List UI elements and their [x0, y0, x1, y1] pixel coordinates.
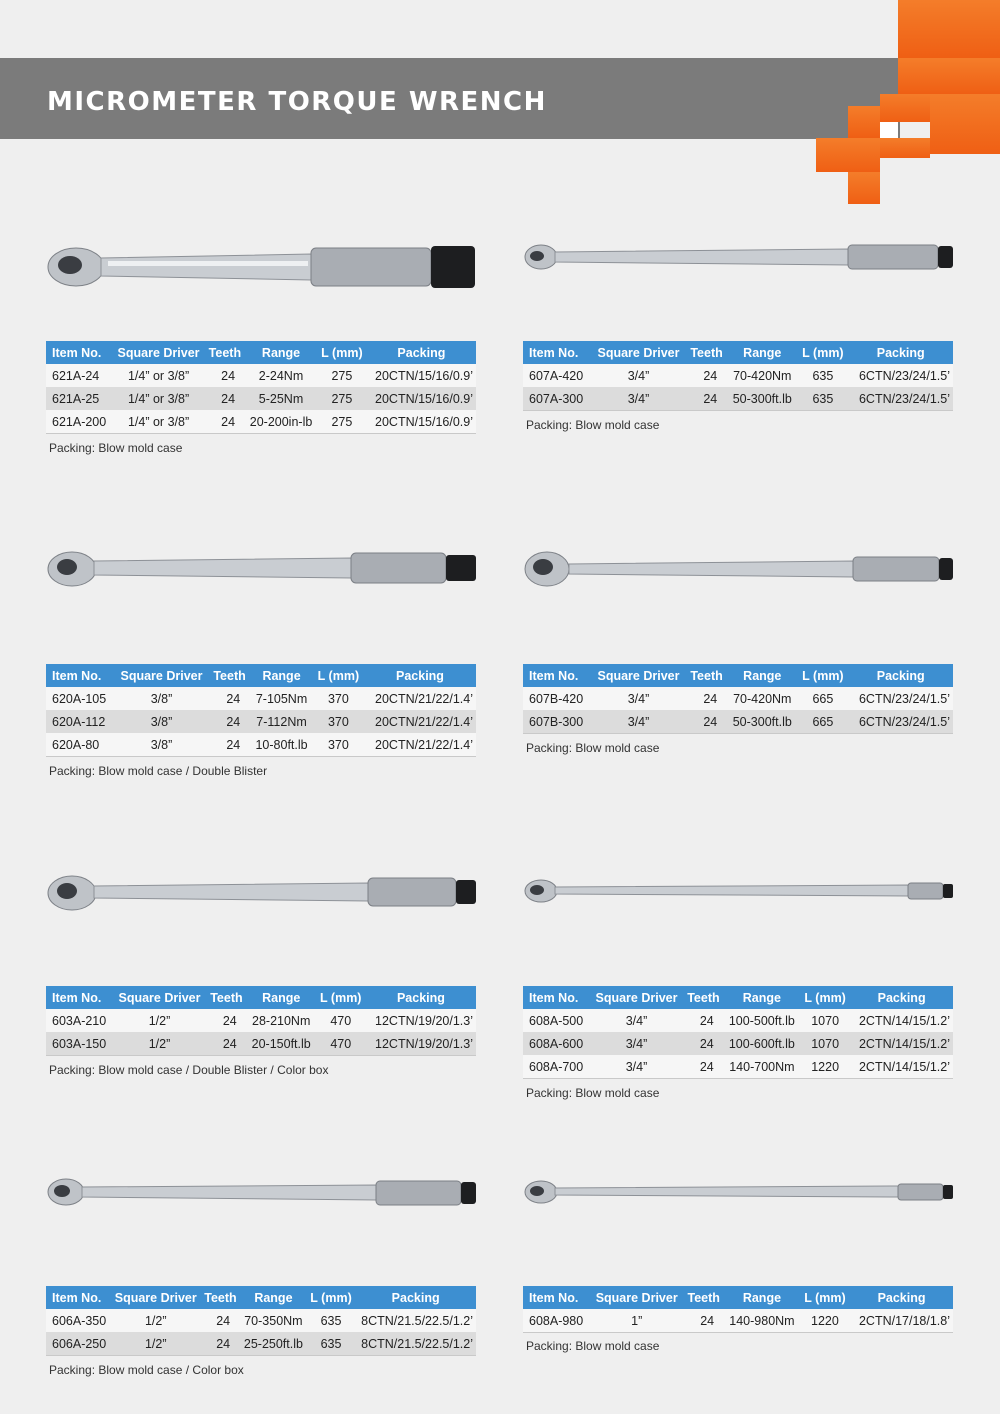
torque-wrench-image: [46, 865, 476, 925]
page-title: MICROMETER TORQUE WRENCH: [47, 87, 547, 117]
col-square-driver: Square Driver: [114, 664, 209, 687]
length-cell: 275: [317, 364, 367, 387]
square-driver-cell: 3/8”: [114, 687, 209, 710]
teeth-cell: 24: [683, 1055, 724, 1079]
range-cell: 50-300ft.lb: [727, 710, 797, 734]
col-length: L (mm): [800, 1286, 850, 1309]
square-driver-cell: 3/4”: [590, 1009, 683, 1032]
spec-table: [523, 341, 953, 411]
square-driver-cell: 1/2”: [111, 1309, 201, 1332]
packing-cell: 2CTN/14/15/1.2’: [850, 1055, 953, 1079]
item-no-cell: 621A-200: [46, 410, 112, 434]
packing-cell: 2CTN/14/15/1.2’: [850, 1009, 953, 1032]
packing-cell: 6CTN/23/24/1.5’: [848, 364, 953, 387]
col-packing: Packing: [850, 986, 953, 1009]
table-row: [523, 387, 953, 411]
spec-table: [46, 986, 476, 1056]
item-no-cell: 621A-24: [46, 364, 112, 387]
table-row: [46, 710, 476, 733]
packing-cell: 20CTN/15/16/0.9’: [367, 387, 476, 410]
col-length: L (mm): [307, 1286, 356, 1309]
col-length: L (mm): [317, 341, 367, 364]
table-row: [46, 1009, 476, 1032]
length-cell: 370: [313, 687, 364, 710]
range-cell: 28-210Nm: [247, 1009, 316, 1032]
packing-note: Packing: Blow mold case: [526, 1086, 660, 1100]
length-cell: 275: [317, 387, 367, 410]
table-row: [46, 1032, 476, 1056]
corner-decoration: [0, 0, 1000, 210]
packing-note: Packing: Blow mold case / Color box: [49, 1363, 244, 1377]
packing-note: Packing: Blow mold case: [49, 441, 183, 455]
col-packing: Packing: [367, 341, 476, 364]
range-cell: 7-105Nm: [250, 687, 313, 710]
length-cell: 635: [307, 1309, 356, 1332]
col-packing: Packing: [848, 341, 953, 364]
spec-table: [46, 341, 476, 434]
teeth-cell: 24: [683, 1309, 724, 1333]
spec-table: [523, 1286, 953, 1333]
teeth-cell: 24: [206, 1009, 247, 1032]
square-driver-cell: 3/4”: [591, 364, 686, 387]
packing-note: Packing: Blow mold case: [526, 418, 660, 432]
teeth-cell: 24: [209, 733, 250, 757]
packing-cell: 8CTN/21.5/22.5/1.2’: [355, 1309, 476, 1332]
item-no-cell: 608A-500: [523, 1009, 590, 1032]
teeth-cell: 24: [209, 687, 250, 710]
torque-wrench-image: [46, 543, 476, 603]
packing-cell: 20CTN/21/22/1.4’: [364, 687, 476, 710]
square-driver-cell: 3/4”: [591, 687, 686, 710]
range-cell: 2-24Nm: [245, 364, 317, 387]
col-length: L (mm): [800, 986, 850, 1009]
square-driver-cell: 3/4”: [590, 1055, 683, 1079]
col-packing: Packing: [848, 664, 953, 687]
table-header-row: [523, 341, 953, 364]
packing-cell: 12CTN/19/20/1.3’: [366, 1032, 476, 1056]
col-range: Range: [724, 1286, 800, 1309]
table-row: [46, 687, 476, 710]
col-teeth: Teeth: [206, 986, 247, 1009]
square-driver-cell: 1/4” or 3/8”: [112, 364, 204, 387]
item-no-cell: 608A-600: [523, 1032, 590, 1055]
col-teeth: Teeth: [683, 986, 724, 1009]
packing-note: Packing: Blow mold case: [526, 1339, 660, 1353]
table-header-row: [523, 1286, 953, 1309]
col-square-driver: Square Driver: [111, 1286, 201, 1309]
spec-table: [523, 664, 953, 734]
item-no-cell: 621A-25: [46, 387, 112, 410]
col-teeth: Teeth: [683, 1286, 724, 1309]
spec-table: [46, 664, 476, 757]
table-row: [523, 1032, 953, 1055]
packing-cell: 20CTN/15/16/0.9’: [367, 410, 476, 434]
range-cell: 140-700Nm: [724, 1055, 800, 1079]
col-item-no: Item No.: [523, 1286, 590, 1309]
col-teeth: Teeth: [205, 341, 245, 364]
range-cell: 5-25Nm: [245, 387, 317, 410]
table-row: [523, 1009, 953, 1032]
col-packing: Packing: [364, 664, 476, 687]
col-teeth: Teeth: [686, 341, 727, 364]
length-cell: 1220: [800, 1309, 850, 1333]
range-cell: 25-250ft.lb: [240, 1332, 307, 1356]
length-cell: 275: [317, 410, 367, 434]
packing-cell: 6CTN/23/24/1.5’: [848, 687, 953, 710]
length-cell: 1070: [800, 1009, 850, 1032]
col-item-no: Item No.: [46, 664, 114, 687]
range-cell: 7-112Nm: [250, 710, 313, 733]
torque-wrench-image: [523, 543, 953, 603]
col-item-no: Item No.: [523, 341, 591, 364]
teeth-cell: 24: [686, 364, 727, 387]
col-range: Range: [245, 341, 317, 364]
square-driver-cell: 1/2”: [111, 1332, 201, 1356]
torque-wrench-image: [46, 1170, 476, 1230]
col-range: Range: [250, 664, 313, 687]
length-cell: 370: [313, 733, 364, 757]
range-cell: 50-300ft.lb: [727, 387, 797, 411]
square-driver-cell: 3/8”: [114, 710, 209, 733]
table-header-row: [46, 1286, 476, 1309]
table-header-row: [46, 986, 476, 1009]
table-row: [46, 410, 476, 434]
item-no-cell: 607B-420: [523, 687, 591, 710]
teeth-cell: 24: [205, 410, 245, 434]
col-square-driver: Square Driver: [112, 341, 204, 364]
item-no-cell: 603A-150: [46, 1032, 113, 1056]
table-header-row: [523, 664, 953, 687]
range-cell: 100-500ft.lb: [724, 1009, 800, 1032]
col-packing: Packing: [850, 1286, 953, 1309]
teeth-cell: 24: [206, 1032, 247, 1056]
col-range: Range: [727, 664, 797, 687]
table-row: [523, 687, 953, 710]
torque-wrench-image: [523, 235, 953, 295]
packing-note: Packing: Blow mold case / Double Blister / Color box: [49, 1063, 329, 1077]
packing-cell: 20CTN/21/22/1.4’: [364, 710, 476, 733]
length-cell: 665: [797, 710, 848, 734]
length-cell: 470: [316, 1009, 366, 1032]
item-no-cell: 606A-250: [46, 1332, 111, 1356]
col-square-driver: Square Driver: [590, 1286, 683, 1309]
range-cell: 20-150ft.lb: [247, 1032, 316, 1056]
table-row: [46, 364, 476, 387]
col-item-no: Item No.: [523, 986, 590, 1009]
length-cell: 635: [797, 364, 848, 387]
table-row: [523, 1055, 953, 1079]
square-driver-cell: 1/2”: [113, 1009, 206, 1032]
range-cell: 140-980Nm: [724, 1309, 800, 1333]
range-cell: 70-420Nm: [727, 364, 797, 387]
col-item-no: Item No.: [46, 341, 112, 364]
square-driver-cell: 3/8”: [114, 733, 209, 757]
packing-note: Packing: Blow mold case: [526, 741, 660, 755]
length-cell: 665: [797, 687, 848, 710]
col-item-no: Item No.: [46, 1286, 111, 1309]
torque-wrench-image: [523, 1170, 953, 1230]
col-square-driver: Square Driver: [590, 986, 683, 1009]
item-no-cell: 620A-80: [46, 733, 114, 757]
packing-cell: 2CTN/17/18/1.8’: [850, 1309, 953, 1333]
item-no-cell: 607A-420: [523, 364, 591, 387]
teeth-cell: 24: [205, 364, 245, 387]
range-cell: 10-80ft.lb: [250, 733, 313, 757]
item-no-cell: 606A-350: [46, 1309, 111, 1332]
col-square-driver: Square Driver: [113, 986, 206, 1009]
square-driver-cell: 1”: [590, 1309, 683, 1333]
torque-wrench-image: [523, 870, 953, 930]
square-driver-cell: 1/4” or 3/8”: [112, 387, 204, 410]
packing-note: Packing: Blow mold case / Double Blister: [49, 764, 268, 778]
col-square-driver: Square Driver: [591, 341, 686, 364]
teeth-cell: 24: [205, 387, 245, 410]
teeth-cell: 24: [201, 1332, 240, 1356]
square-driver-cell: 1/4” or 3/8”: [112, 410, 204, 434]
length-cell: 1070: [800, 1032, 850, 1055]
packing-cell: 20CTN/15/16/0.9’: [367, 364, 476, 387]
length-cell: 635: [307, 1332, 356, 1356]
col-length: L (mm): [797, 664, 848, 687]
range-cell: 70-350Nm: [240, 1309, 307, 1332]
square-driver-cell: 3/4”: [591, 710, 686, 734]
range-cell: 70-420Nm: [727, 687, 797, 710]
item-no-cell: 608A-980: [523, 1309, 590, 1333]
table-row: [523, 1309, 953, 1333]
spec-table: [523, 986, 953, 1079]
item-no-cell: 603A-210: [46, 1009, 113, 1032]
col-teeth: Teeth: [209, 664, 250, 687]
teeth-cell: 24: [686, 710, 727, 734]
table-row: [523, 710, 953, 734]
teeth-cell: 24: [683, 1009, 724, 1032]
col-teeth: Teeth: [686, 664, 727, 687]
packing-cell: 12CTN/19/20/1.3’: [366, 1009, 476, 1032]
range-cell: 20-200in-lb: [245, 410, 317, 434]
item-no-cell: 620A-105: [46, 687, 114, 710]
col-range: Range: [240, 1286, 307, 1309]
col-length: L (mm): [313, 664, 364, 687]
col-length: L (mm): [797, 341, 848, 364]
teeth-cell: 24: [686, 387, 727, 411]
col-item-no: Item No.: [46, 986, 113, 1009]
torque-wrench-image: [46, 230, 476, 300]
square-driver-cell: 3/4”: [591, 387, 686, 411]
packing-cell: 6CTN/23/24/1.5’: [848, 387, 953, 411]
col-item-no: Item No.: [523, 664, 591, 687]
table-row: [46, 733, 476, 757]
length-cell: 370: [313, 710, 364, 733]
range-cell: 100-600ft.lb: [724, 1032, 800, 1055]
item-no-cell: 607B-300: [523, 710, 591, 734]
col-range: Range: [727, 341, 797, 364]
col-range: Range: [724, 986, 800, 1009]
col-packing: Packing: [366, 986, 476, 1009]
packing-cell: 6CTN/23/24/1.5’: [848, 710, 953, 734]
packing-cell: 20CTN/21/22/1.4’: [364, 733, 476, 757]
square-driver-cell: 3/4”: [590, 1032, 683, 1055]
packing-cell: 2CTN/14/15/1.2’: [850, 1032, 953, 1055]
col-packing: Packing: [355, 1286, 476, 1309]
table-header-row: [46, 664, 476, 687]
teeth-cell: 24: [686, 687, 727, 710]
table-header-row: [523, 986, 953, 1009]
teeth-cell: 24: [201, 1309, 240, 1332]
square-driver-cell: 1/2”: [113, 1032, 206, 1056]
item-no-cell: 608A-700: [523, 1055, 590, 1079]
table-row: [46, 1332, 476, 1356]
col-teeth: Teeth: [201, 1286, 240, 1309]
col-square-driver: Square Driver: [591, 664, 686, 687]
table-row: [523, 364, 953, 387]
table-row: [46, 1309, 476, 1332]
item-no-cell: 607A-300: [523, 387, 591, 411]
teeth-cell: 24: [683, 1032, 724, 1055]
spec-table: [46, 1286, 476, 1356]
length-cell: 635: [797, 387, 848, 411]
length-cell: 470: [316, 1032, 366, 1056]
item-no-cell: 620A-112: [46, 710, 114, 733]
table-row: [46, 387, 476, 410]
teeth-cell: 24: [209, 710, 250, 733]
packing-cell: 8CTN/21.5/22.5/1.2’: [355, 1332, 476, 1356]
col-range: Range: [247, 986, 316, 1009]
table-header-row: [46, 341, 476, 364]
col-length: L (mm): [316, 986, 366, 1009]
length-cell: 1220: [800, 1055, 850, 1079]
